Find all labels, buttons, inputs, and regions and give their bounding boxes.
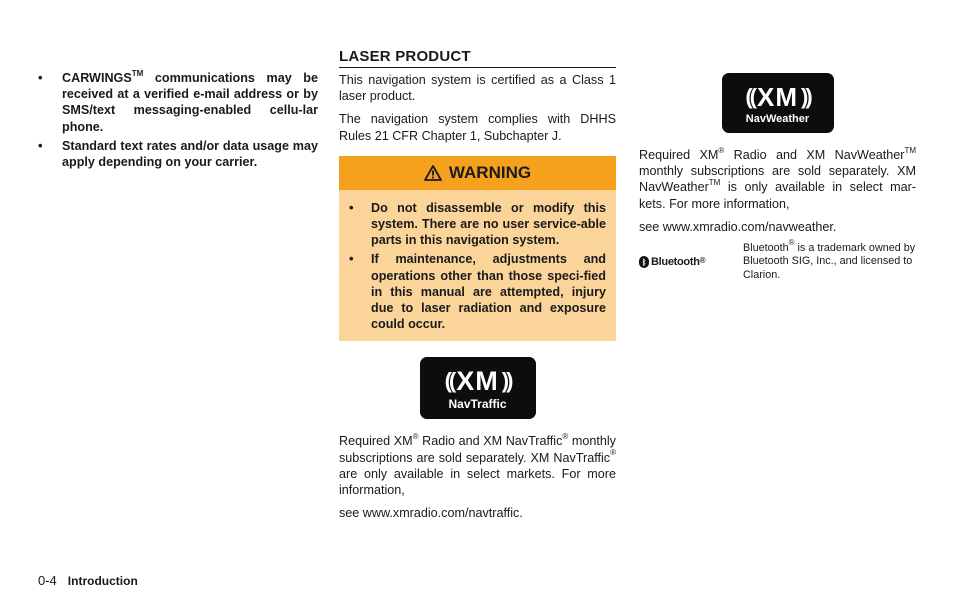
- navweather-logo-wrap: [639, 73, 916, 133]
- logo-label: NavTraffic: [448, 396, 507, 411]
- warning-header: [339, 156, 616, 190]
- list-item: • CARWINGS™ communications may be received at a verified e-mail address or by SMS/text messaging-enabled cellu-lar phone.: [38, 70, 318, 135]
- broadcast-waves-icon: )): [501, 368, 511, 394]
- list-item: • Do not disassemble or modify this system. There are no user service-able parts in this navigation system.: [349, 200, 606, 249]
- list-item: • Standard text rates and/or data usage may apply depending on your carrier.: [38, 138, 318, 170]
- dhhs-compliance-text: The navigation system complies with DHHS Rules 21 CFR Chapter 1, Subchapter J.: [339, 112, 616, 143]
- warning-box: [339, 156, 616, 342]
- page-number: 0-4: [38, 573, 57, 588]
- right-column: [639, 70, 916, 282]
- warning-triangle-icon: [424, 165, 442, 181]
- carwings-notes: [38, 70, 318, 170]
- navtraffic-logo-wrap: [339, 357, 616, 419]
- navweather-subscription-text: Required XM® Radio and XM NavWeather™ monthly subscriptions are sold separately. XM NavWeather™ is only available in select mar-kets. For more information,: [639, 145, 916, 211]
- xm-navweather-logo: (( XM )) NavWeather: [722, 73, 834, 133]
- bluetooth-icon: ᛒ: [639, 256, 649, 268]
- broadcast-waves-icon: ((: [745, 84, 754, 109]
- logo-label: NavWeather: [745, 112, 810, 125]
- navweather-url-text: see www.xmradio.com/navweather.: [639, 219, 837, 234]
- list-item: • If maintenance, adjustments and operations other than those speci-fied in this manual are attempted, injury due to laser radiation and exposure could occur.: [349, 251, 606, 332]
- left-column: [38, 70, 318, 173]
- navtraffic-url-text: see www.xmradio.com/navtraffic.: [339, 506, 523, 521]
- middle-column: [339, 48, 616, 528]
- broadcast-waves-icon: )): [801, 84, 810, 109]
- warning-list: [339, 190, 616, 342]
- broadcast-waves-icon: ((: [444, 368, 454, 394]
- page-footer: [38, 573, 138, 588]
- navtraffic-subscription-text: Required XM® Radio and XM NavTraffic® monthly subscriptions are sold separately. XM NavTraffic® are only available in select markets. For more information,: [339, 432, 616, 498]
- bluetooth-trademark-text: Bluetooth® is a trademark owned by Bluetooth SIG, Inc., and licensed to Clarion.: [743, 238, 916, 281]
- bluetooth-logo: ᛒ Bluetooth ®: [639, 242, 743, 268]
- laser-class-text: This navigation system is certified as a Class 1 laser product.: [339, 73, 616, 104]
- xm-navtraffic-logo: (( XM )) NavTraffic: [420, 357, 536, 419]
- warning-title: WARNING: [448, 162, 532, 182]
- bluetooth-notice: [639, 238, 916, 282]
- section-name: Introduction: [67, 574, 138, 588]
- section-heading: LASER PRODUCT: [339, 48, 616, 68]
